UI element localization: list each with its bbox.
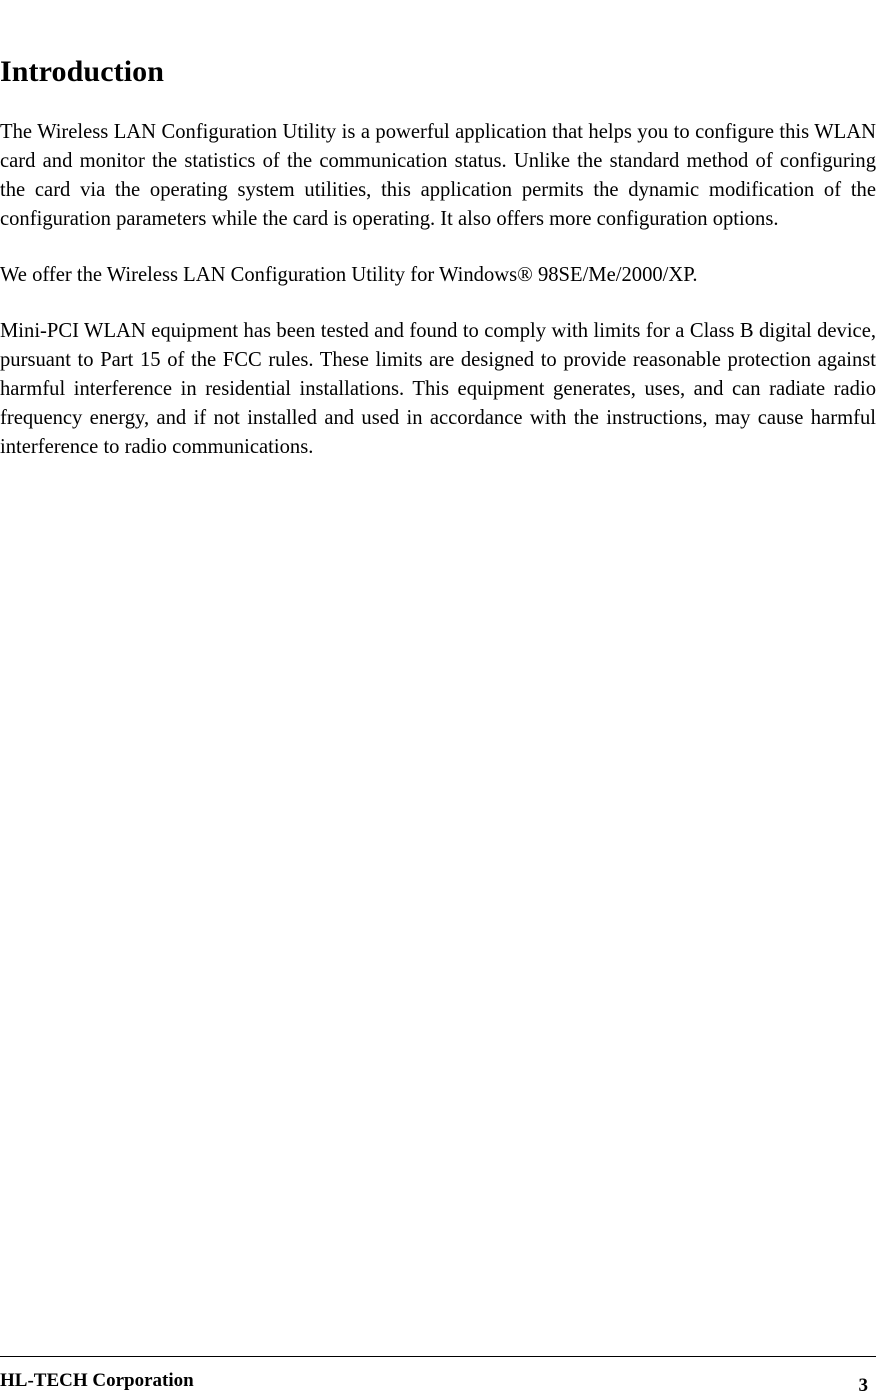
body-text (0, 118, 876, 489)
paragraph-windows-support: We offer the Wireless LAN Configuration Utility for Windows® 98SE/Me/2000/XP. (0, 264, 698, 286)
page-title: Introduction (0, 55, 165, 88)
paragraph-fcc-notice: Mini-PCI WLAN equipment has been tested and found to comply with limits for a Class B digital device, pursuant to Part 15 of the FCC rules. These limits are designed to provide reasonable protection against harmful interference in residential installations. This equipment generates, uses, and can radiate radio frequency energy, and if not installed and used in accordance with the instructions, may cause harmful interference to radio communications. (0, 320, 876, 458)
footer-divider (0, 1356, 876, 1357)
paragraph-intro: The Wireless LAN Configuration Utility is a powerful application that helps you to configure this WLAN card and monitor the statistics of the communication status. Unlike the standard method of configuring the card via the operating system utilities, this application permits the dynamic modification of the configuration parameters while the card is operating. It also offers more configuration options. (0, 121, 876, 230)
page-number: 3 (858, 1375, 868, 1396)
footer-company: HL-TECH Corporation (0, 1370, 194, 1391)
